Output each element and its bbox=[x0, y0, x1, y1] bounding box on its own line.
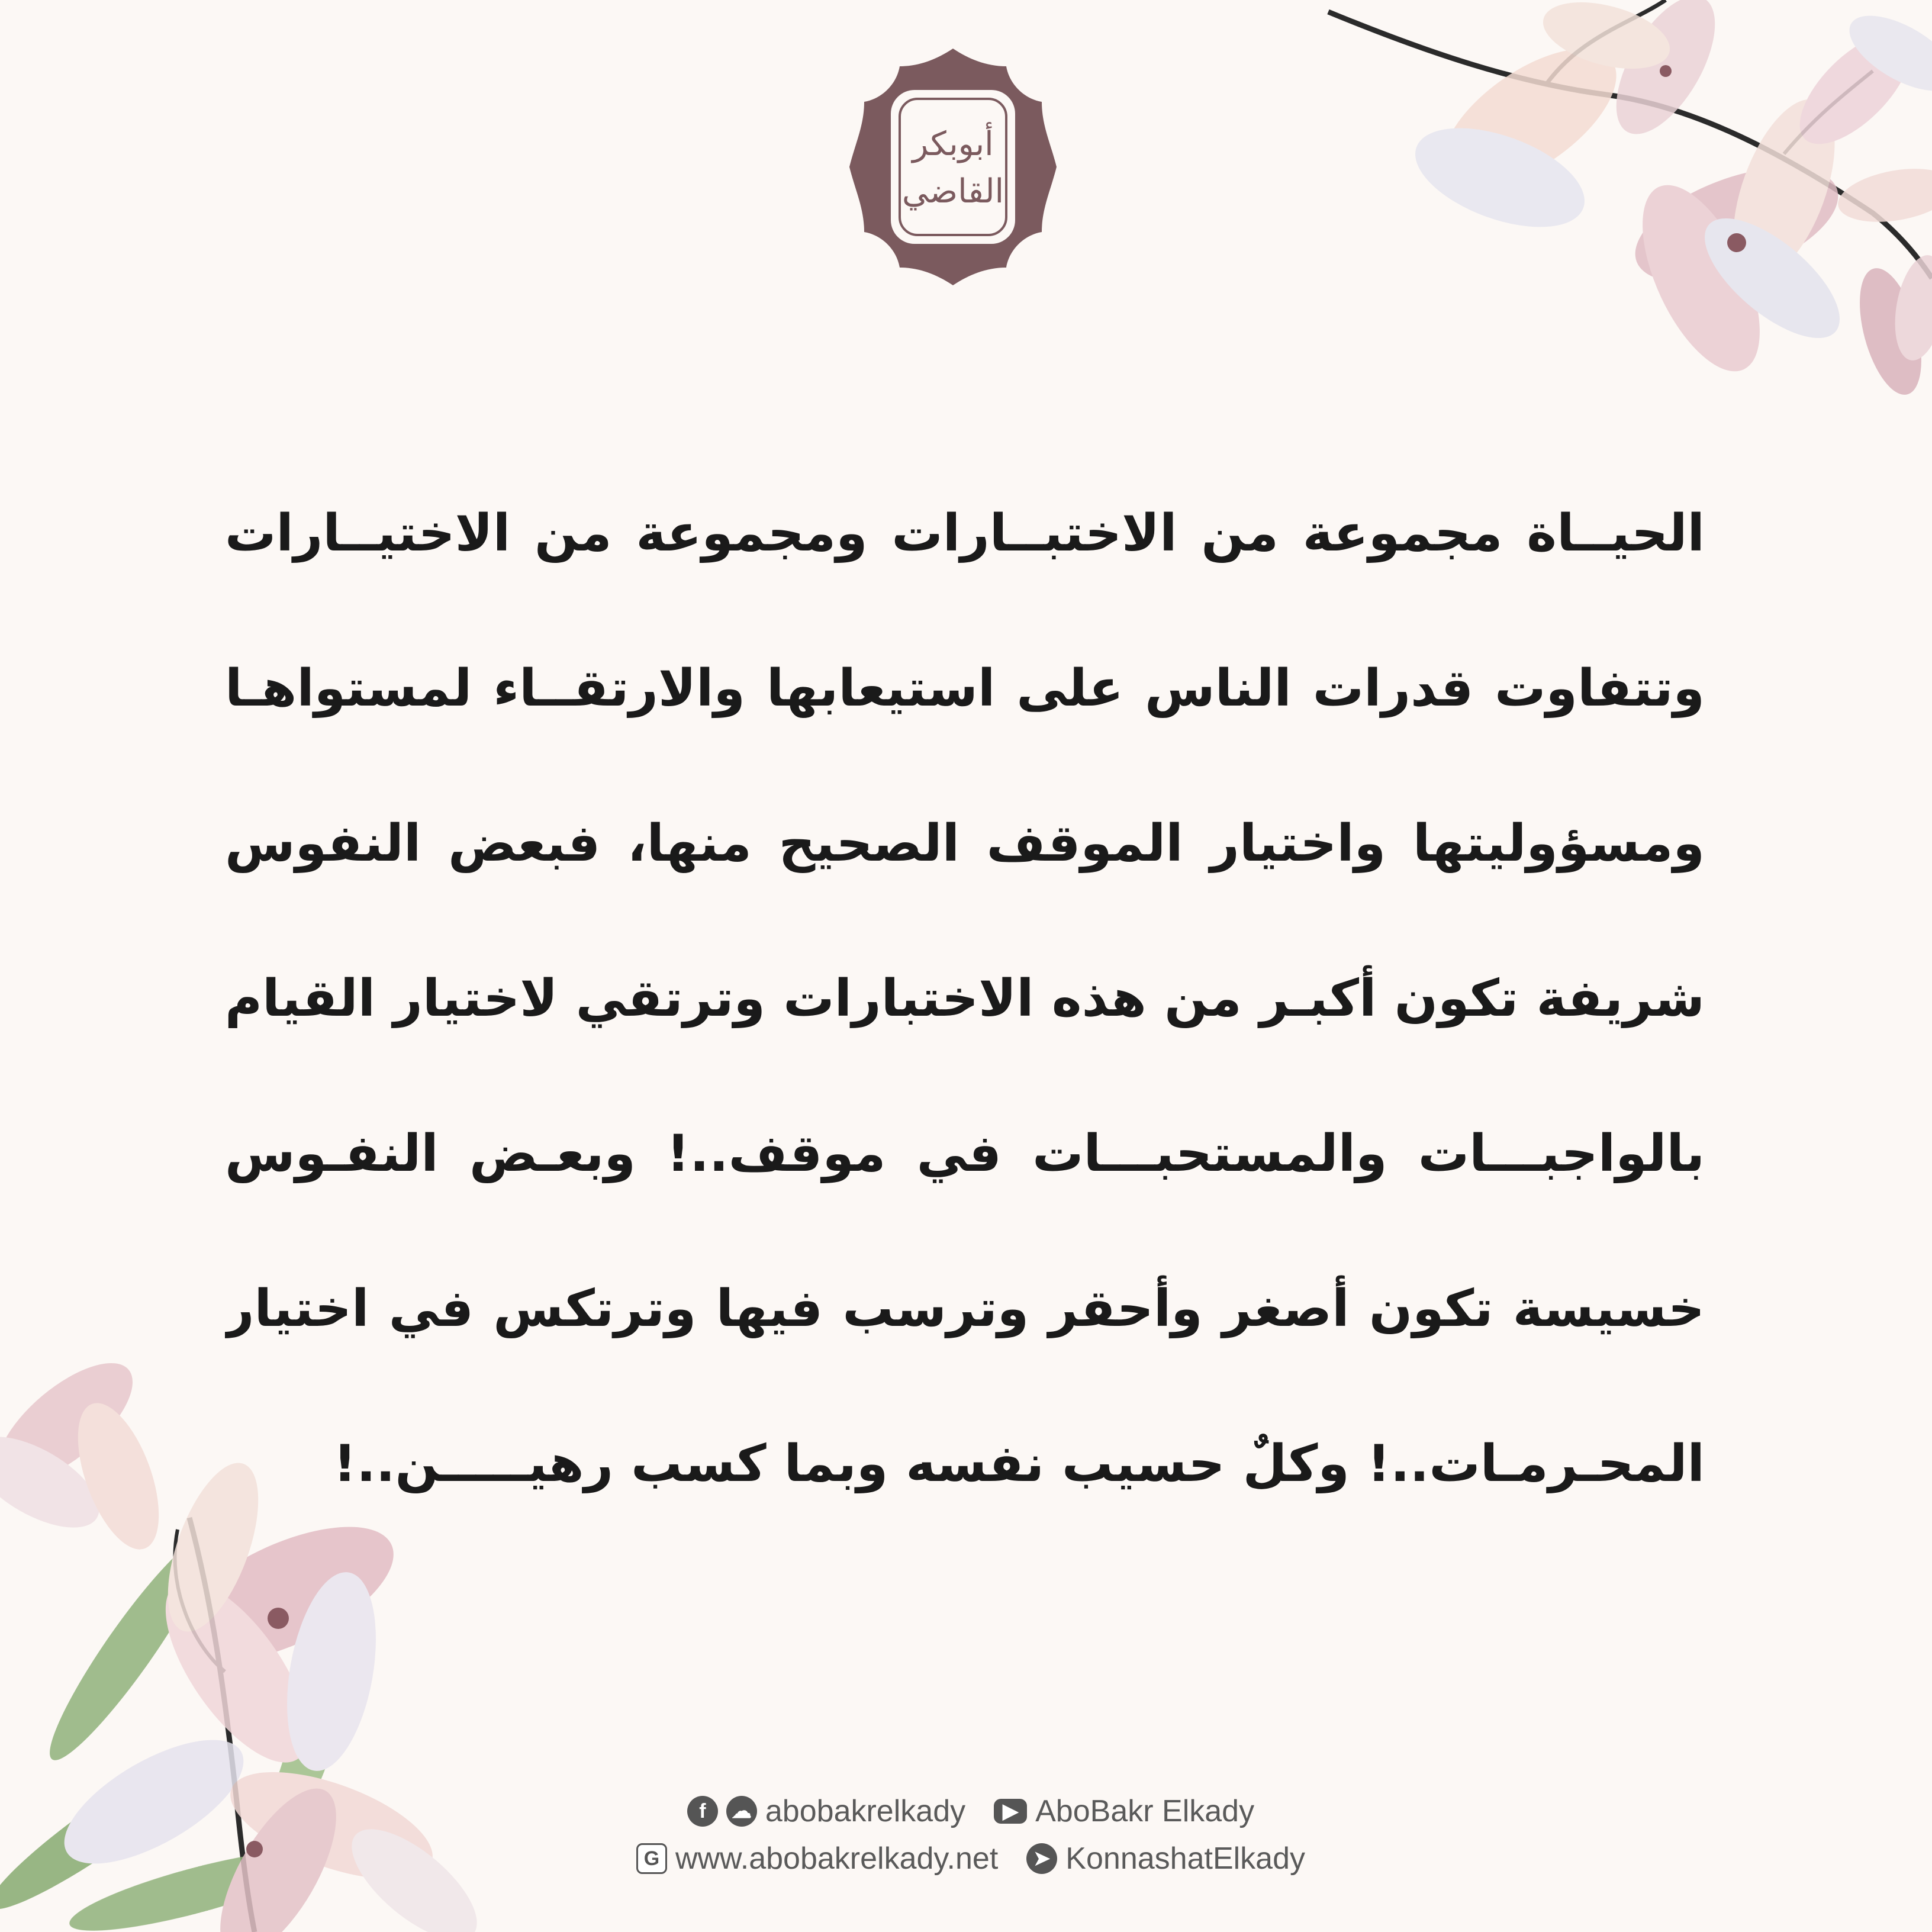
flowers-top-decoration bbox=[1251, 0, 1932, 414]
quote-line-1: الحيــاة مجموعة من الاختبــارات ومجموعة من الاختيــارات bbox=[225, 504, 1705, 563]
quote-line-7 bbox=[225, 1386, 1705, 1541]
quote-text bbox=[225, 456, 1705, 1541]
quote-line-7-plain: المحـرمـات..! bbox=[1367, 1434, 1705, 1493]
social-footer bbox=[616, 1788, 1326, 1882]
quote-line-4: شريفة تكون أكبـر من هذه الاختبارات وترتقي لاختيار القيام bbox=[225, 969, 1705, 1028]
footer-row-1 bbox=[616, 1788, 1326, 1835]
quote-line-2: وتتفاوت قدرات الناس على استيعابها والارتقــاء لمستواهـا bbox=[225, 659, 1705, 718]
quote-line-6: خسيسة تكون أصغر وأحقر وترسب فيها وترتكس في اختيار bbox=[225, 1279, 1705, 1338]
telegram-icon[interactable]: ➤ bbox=[1026, 1843, 1057, 1874]
quote-line-5: بالواجبـــات والمستحبـــات في موقف..! وبعـض النفـوس bbox=[225, 1124, 1705, 1183]
google-icon[interactable]: G bbox=[636, 1843, 667, 1874]
footer-telegram[interactable]: KonnashatElkady bbox=[1065, 1841, 1306, 1876]
quote-line-3: ومسؤوليتها واختيار الموقف الصحيح منها، فبعض النفوس bbox=[225, 814, 1705, 873]
youtube-icon[interactable]: ▶ bbox=[994, 1799, 1027, 1824]
facebook-icon[interactable]: f bbox=[687, 1796, 718, 1827]
logo-name-line2: القاضي bbox=[901, 172, 1004, 211]
footer-youtube[interactable]: AboBakr Elkady bbox=[1035, 1794, 1255, 1828]
footer-handle[interactable]: abobakrelkady bbox=[765, 1794, 966, 1828]
quote-line-7-emphasis: وكلٌ حسيب نفسه وبما كسب رهيـــــن..! bbox=[333, 1434, 1350, 1493]
soundcloud-icon[interactable]: ☁ bbox=[726, 1796, 757, 1827]
logo-emblem bbox=[846, 43, 1060, 291]
logo-name-line1: أبوبكر bbox=[912, 125, 994, 163]
footer-website[interactable]: www.abobakrelkady.net bbox=[675, 1841, 999, 1876]
footer-row-2 bbox=[616, 1835, 1326, 1882]
